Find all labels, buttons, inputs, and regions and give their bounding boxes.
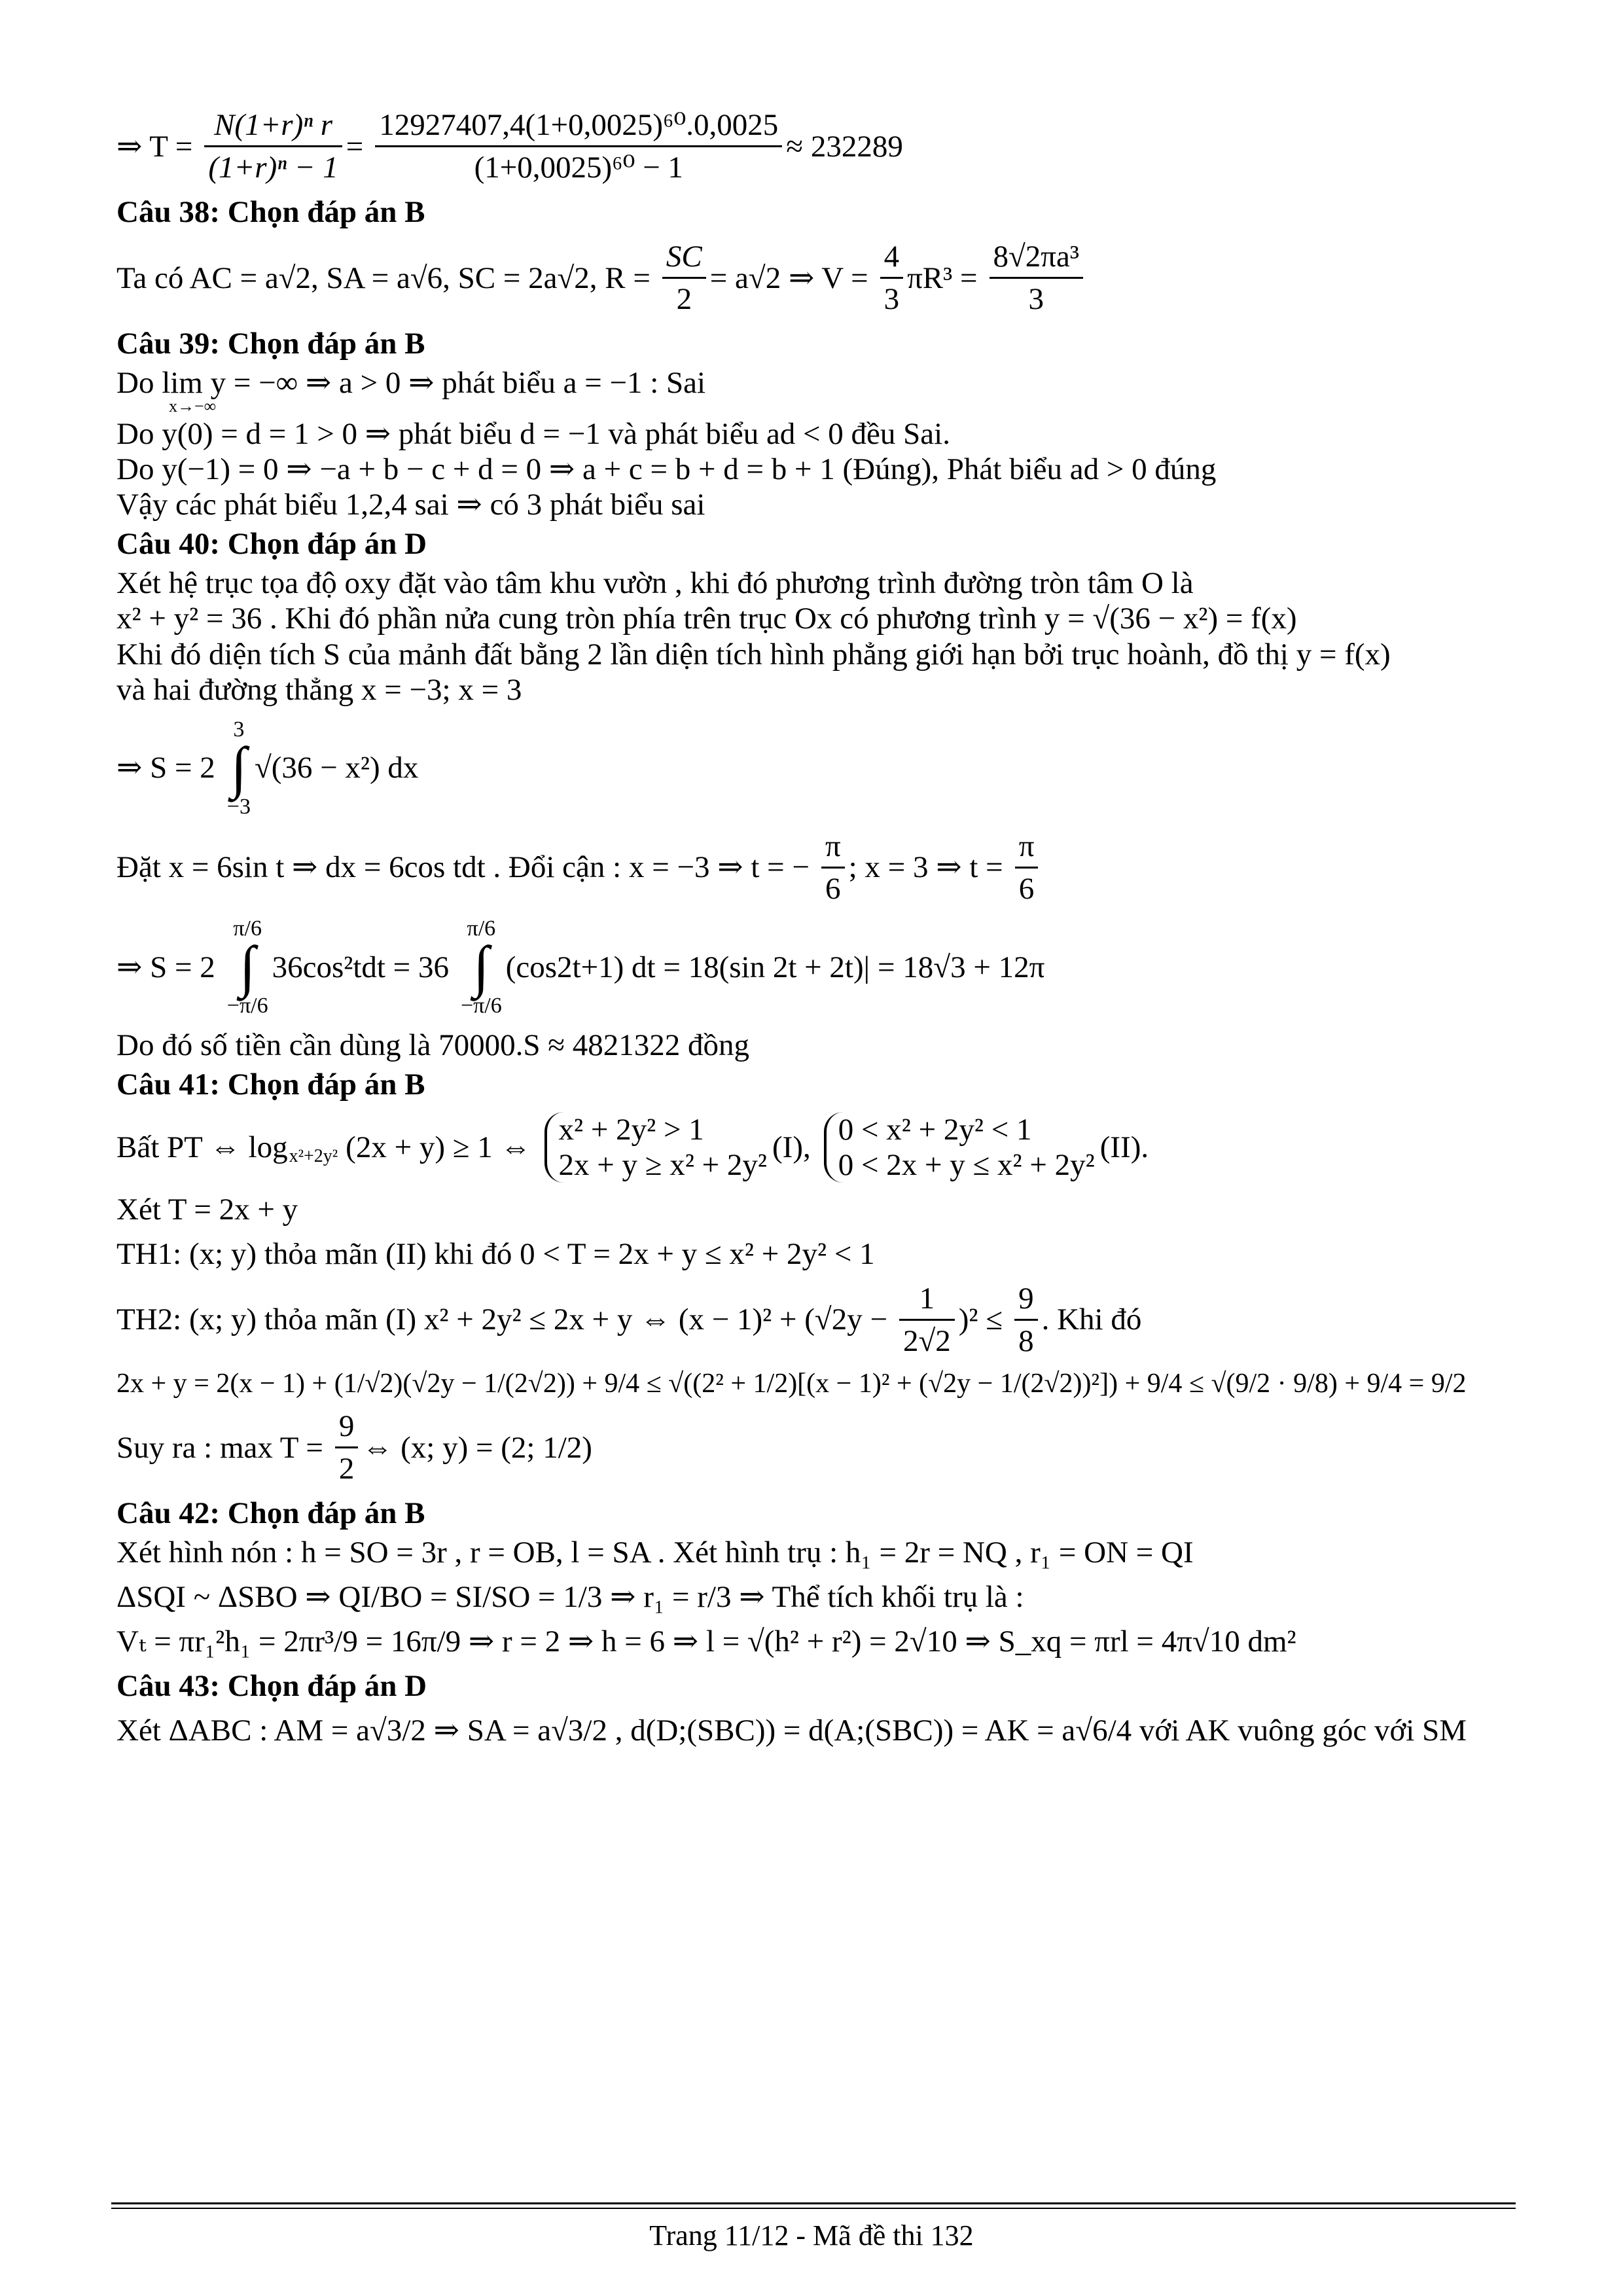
fraction-bar bbox=[821, 867, 845, 869]
denominator: 3 bbox=[883, 282, 900, 317]
text: (cos2t+1) dt = 18(sin 2t + 2t)| bbox=[505, 950, 870, 984]
limit-subscript: x→−∞ bbox=[169, 397, 217, 416]
integral-icon: ∫ bbox=[473, 935, 490, 999]
integral bbox=[227, 916, 268, 1018]
text: √(36 − x²) dx bbox=[254, 751, 419, 785]
text: ⇒ S = 2 bbox=[116, 751, 215, 785]
answer-line bbox=[116, 1408, 1524, 1486]
answer-line: Do y(−1) = 0 ⇒ −a + b − c + d = 0 ⇒ a + c = b + d = b + 1 (Đúng), Phát biểu ad > 0 đúng bbox=[116, 452, 1217, 487]
text: . Khi đó bbox=[1041, 1302, 1142, 1337]
text: Bất PT ⇔ log bbox=[116, 1130, 288, 1164]
denominator: 6 bbox=[825, 872, 841, 906]
denominator: (1+r)ⁿ − 1 bbox=[208, 151, 338, 185]
text: Đặt x = 6sin t ⇒ dx = 6cos tdt . Đổi cận : x = −3 ⇒ t = − bbox=[116, 850, 810, 885]
numerator: SC bbox=[666, 240, 702, 274]
substitution-line bbox=[116, 829, 1524, 906]
question-heading: Câu 39: Chọn đáp án B bbox=[116, 327, 425, 361]
question-heading: Câu 42: Chọn đáp án B bbox=[116, 1496, 425, 1531]
footer-divider bbox=[111, 2202, 1516, 2204]
numerator: 9 bbox=[1018, 1281, 1034, 1316]
answer-line: Do y(0) = d = 1 > 0 ⇒ phát biểu d = −1 và phát biểu ad < 0 đều Sai. bbox=[116, 417, 950, 452]
fraction bbox=[662, 239, 706, 317]
answer-line bbox=[116, 239, 1524, 317]
text: ⇒ S = 2 bbox=[116, 950, 215, 984]
upper-limit: π/6 bbox=[233, 916, 262, 941]
answer-line: Xét ΔABC : AM = a√3/2 ⇒ SA = a√3/2 , d(D;(SBC)) = d(A;(SBC)) = AK = a√6/4 với AK vuông góc với SM bbox=[116, 1713, 1467, 1748]
fraction-bar bbox=[990, 277, 1083, 279]
answer-line: và hai đường thẳng x = −3; x = 3 bbox=[116, 672, 522, 707]
text: = a√2 ⇒ V = bbox=[709, 260, 868, 295]
text: Do lim y = −∞ ⇒ a > 0 ⇒ phát biểu a = −1 : Sai bbox=[116, 366, 706, 401]
text: πR³ = bbox=[907, 260, 978, 295]
fraction-bar bbox=[1015, 867, 1039, 869]
text: (II). bbox=[1099, 1130, 1149, 1164]
numerator: π bbox=[1018, 829, 1035, 863]
fraction-bar bbox=[204, 145, 342, 147]
fraction bbox=[990, 239, 1083, 317]
page-content bbox=[116, 98, 1524, 1757]
page-footer: Trang 11/12 - Mã đề thi 132 bbox=[649, 2219, 974, 2251]
log-base: x²+2y² bbox=[289, 1146, 338, 1167]
text: 36cos²tdt = 36 bbox=[272, 950, 449, 984]
fraction bbox=[1015, 829, 1039, 906]
numerator: 8√2πa³ bbox=[993, 240, 1079, 274]
answer-line: 2x + y = 2(x − 1) + (1/√2)(√2y − 1/(2√2)) + 9/4 ≤ √((2² + 1/2)[(x − 1)² + (√2y − 1/(2√2))²]) + 9/4 ≤ √(9/2 · 9/8) + 9/4 = 9/2 bbox=[116, 1368, 1467, 1399]
fraction bbox=[821, 829, 845, 906]
numerator: 1 bbox=[919, 1281, 935, 1316]
system-row: x² + 2y² > 1 bbox=[558, 1112, 704, 1147]
system-row: 2x + y ≥ x² + 2y² bbox=[558, 1147, 768, 1182]
integral bbox=[227, 717, 251, 819]
text: = bbox=[346, 129, 364, 164]
integral-S bbox=[116, 717, 1524, 819]
fraction-bar bbox=[375, 145, 782, 147]
answer-line: Vₜ = πr₁²h₁ = 2πr³/9 = 16π/9 ⇒ r = 2 ⇒ h = 6 ⇒ l = √(h² + r²) = 2√10 ⇒ S_xq = πrl = 4π√10 dm² bbox=[116, 1624, 1296, 1659]
text: TH2: (x; y) thỏa mãn (I) x² + 2y² ≤ 2x + y ⇔ (x − 1)² + (√2y − bbox=[116, 1302, 887, 1337]
numerator: N(1+r)ⁿ r bbox=[214, 108, 333, 142]
text: (2x + y) ≥ 1 ⇔ bbox=[346, 1130, 531, 1164]
integral-icon: ∫ bbox=[230, 736, 247, 800]
fraction-bar bbox=[662, 277, 706, 279]
numerator: 4 bbox=[883, 240, 900, 274]
answer-line: Xét hệ trục tọa độ oxy đặt vào tâm khu vườn , khi đó phương trình đường tròn tâm O là bbox=[116, 566, 1194, 601]
fraction bbox=[899, 1281, 955, 1359]
upper-limit: π/6 bbox=[467, 916, 496, 941]
answer-line: ΔSQI ~ ΔSBO ⇒ QI/BO = SI/SO = 1/3 ⇒ r₁ = r/3 ⇒ Thể tích khối trụ là : bbox=[116, 1580, 1024, 1615]
text: Suy ra : max T = bbox=[116, 1430, 323, 1465]
denominator: (1+0,0025)⁶⁰ − 1 bbox=[474, 151, 683, 185]
system-row: 0 < x² + 2y² < 1 bbox=[838, 1112, 1032, 1147]
system-row: 0 < 2x + y ≤ x² + 2y² bbox=[838, 1147, 1095, 1182]
integral bbox=[461, 916, 502, 1018]
lower-limit: −3 bbox=[226, 794, 251, 819]
text: (I), bbox=[772, 1130, 811, 1164]
question-heading: Câu 41: Chọn đáp án B bbox=[116, 1067, 425, 1102]
fraction bbox=[880, 239, 904, 317]
integral-S-computation bbox=[116, 916, 1524, 1018]
fraction bbox=[1014, 1281, 1038, 1359]
text: Ta có AC = a√2, SA = a√6, SC = 2a√2, R = bbox=[116, 260, 651, 295]
denominator: 2 bbox=[676, 282, 692, 317]
fraction-bar bbox=[1014, 1319, 1038, 1321]
text: ⇔ (x; y) = (2; 1/2) bbox=[362, 1430, 592, 1465]
answer-line: TH1: (x; y) thỏa mãn (II) khi đó 0 < T = 2x + y ≤ x² + 2y² < 1 bbox=[116, 1236, 875, 1271]
text: ⇒ T = bbox=[116, 129, 193, 164]
denominator: 2√2 bbox=[902, 1323, 951, 1358]
numerator: 9 bbox=[338, 1409, 355, 1444]
denominator: 2 bbox=[338, 1452, 355, 1486]
text: ; x = 3 ⇒ t = bbox=[848, 850, 1003, 885]
fraction bbox=[375, 107, 782, 185]
question-heading: Câu 38: Chọn đáp án B bbox=[116, 195, 425, 230]
fraction bbox=[204, 107, 342, 185]
fraction-bar bbox=[899, 1319, 955, 1321]
question-heading: Câu 40: Chọn đáp án D bbox=[116, 527, 427, 562]
formula-T bbox=[116, 107, 1524, 185]
answer-line: x² + y² = 36 . Khi đó phần nửa cung tròn phía trên trục Ox có phương trình y = √(36 − x²) = f(x) bbox=[116, 601, 1297, 636]
text: ≈ 232289 bbox=[786, 129, 903, 164]
text: )² ≤ bbox=[958, 1302, 1003, 1337]
answer-line: Xét hình nón : h = SO = 3r , r = OB, l = SA . Xét hình trụ : h₁ = 2r = NQ , r₁ = ON = QI bbox=[116, 1535, 1194, 1570]
inequality-system bbox=[116, 1112, 1524, 1183]
answer-line bbox=[116, 365, 1524, 401]
fraction-bar bbox=[880, 277, 904, 279]
denominator: 6 bbox=[1018, 872, 1035, 906]
answer-line bbox=[116, 1281, 1524, 1359]
lower-limit: −π/6 bbox=[460, 994, 502, 1018]
answer-line: Vậy các phát biểu 1,2,4 sai ⇒ có 3 phát biểu sai bbox=[116, 488, 705, 522]
denominator: 3 bbox=[1028, 282, 1044, 317]
system-brace bbox=[824, 1112, 1095, 1183]
numerator: π bbox=[825, 829, 841, 863]
fraction bbox=[335, 1408, 359, 1486]
question-heading: Câu 43: Chọn đáp án D bbox=[116, 1669, 427, 1704]
integral-icon: ∫ bbox=[240, 935, 256, 999]
answer-line: Khi đó diện tích S của mảnh đất bằng 2 lần diện tích hình phẳng giới hạn bởi trục hoành, đồ thị y = f(x) bbox=[116, 637, 1391, 672]
footer-divider bbox=[111, 2208, 1516, 2209]
numerator: 12927407,4(1+0,0025)⁶⁰.0,0025 bbox=[379, 108, 779, 142]
denominator: 8 bbox=[1018, 1323, 1034, 1358]
lower-limit: −π/6 bbox=[226, 994, 268, 1018]
fraction-bar bbox=[335, 1446, 359, 1448]
system-brace bbox=[544, 1112, 768, 1183]
text: = 18√3 + 12π bbox=[878, 950, 1045, 984]
answer-line: Do đó số tiền cần dùng là 70000.S ≈ 4821322 đồng bbox=[116, 1028, 750, 1063]
answer-line: Xét T = 2x + y bbox=[116, 1192, 298, 1227]
upper-limit: 3 bbox=[233, 717, 245, 742]
